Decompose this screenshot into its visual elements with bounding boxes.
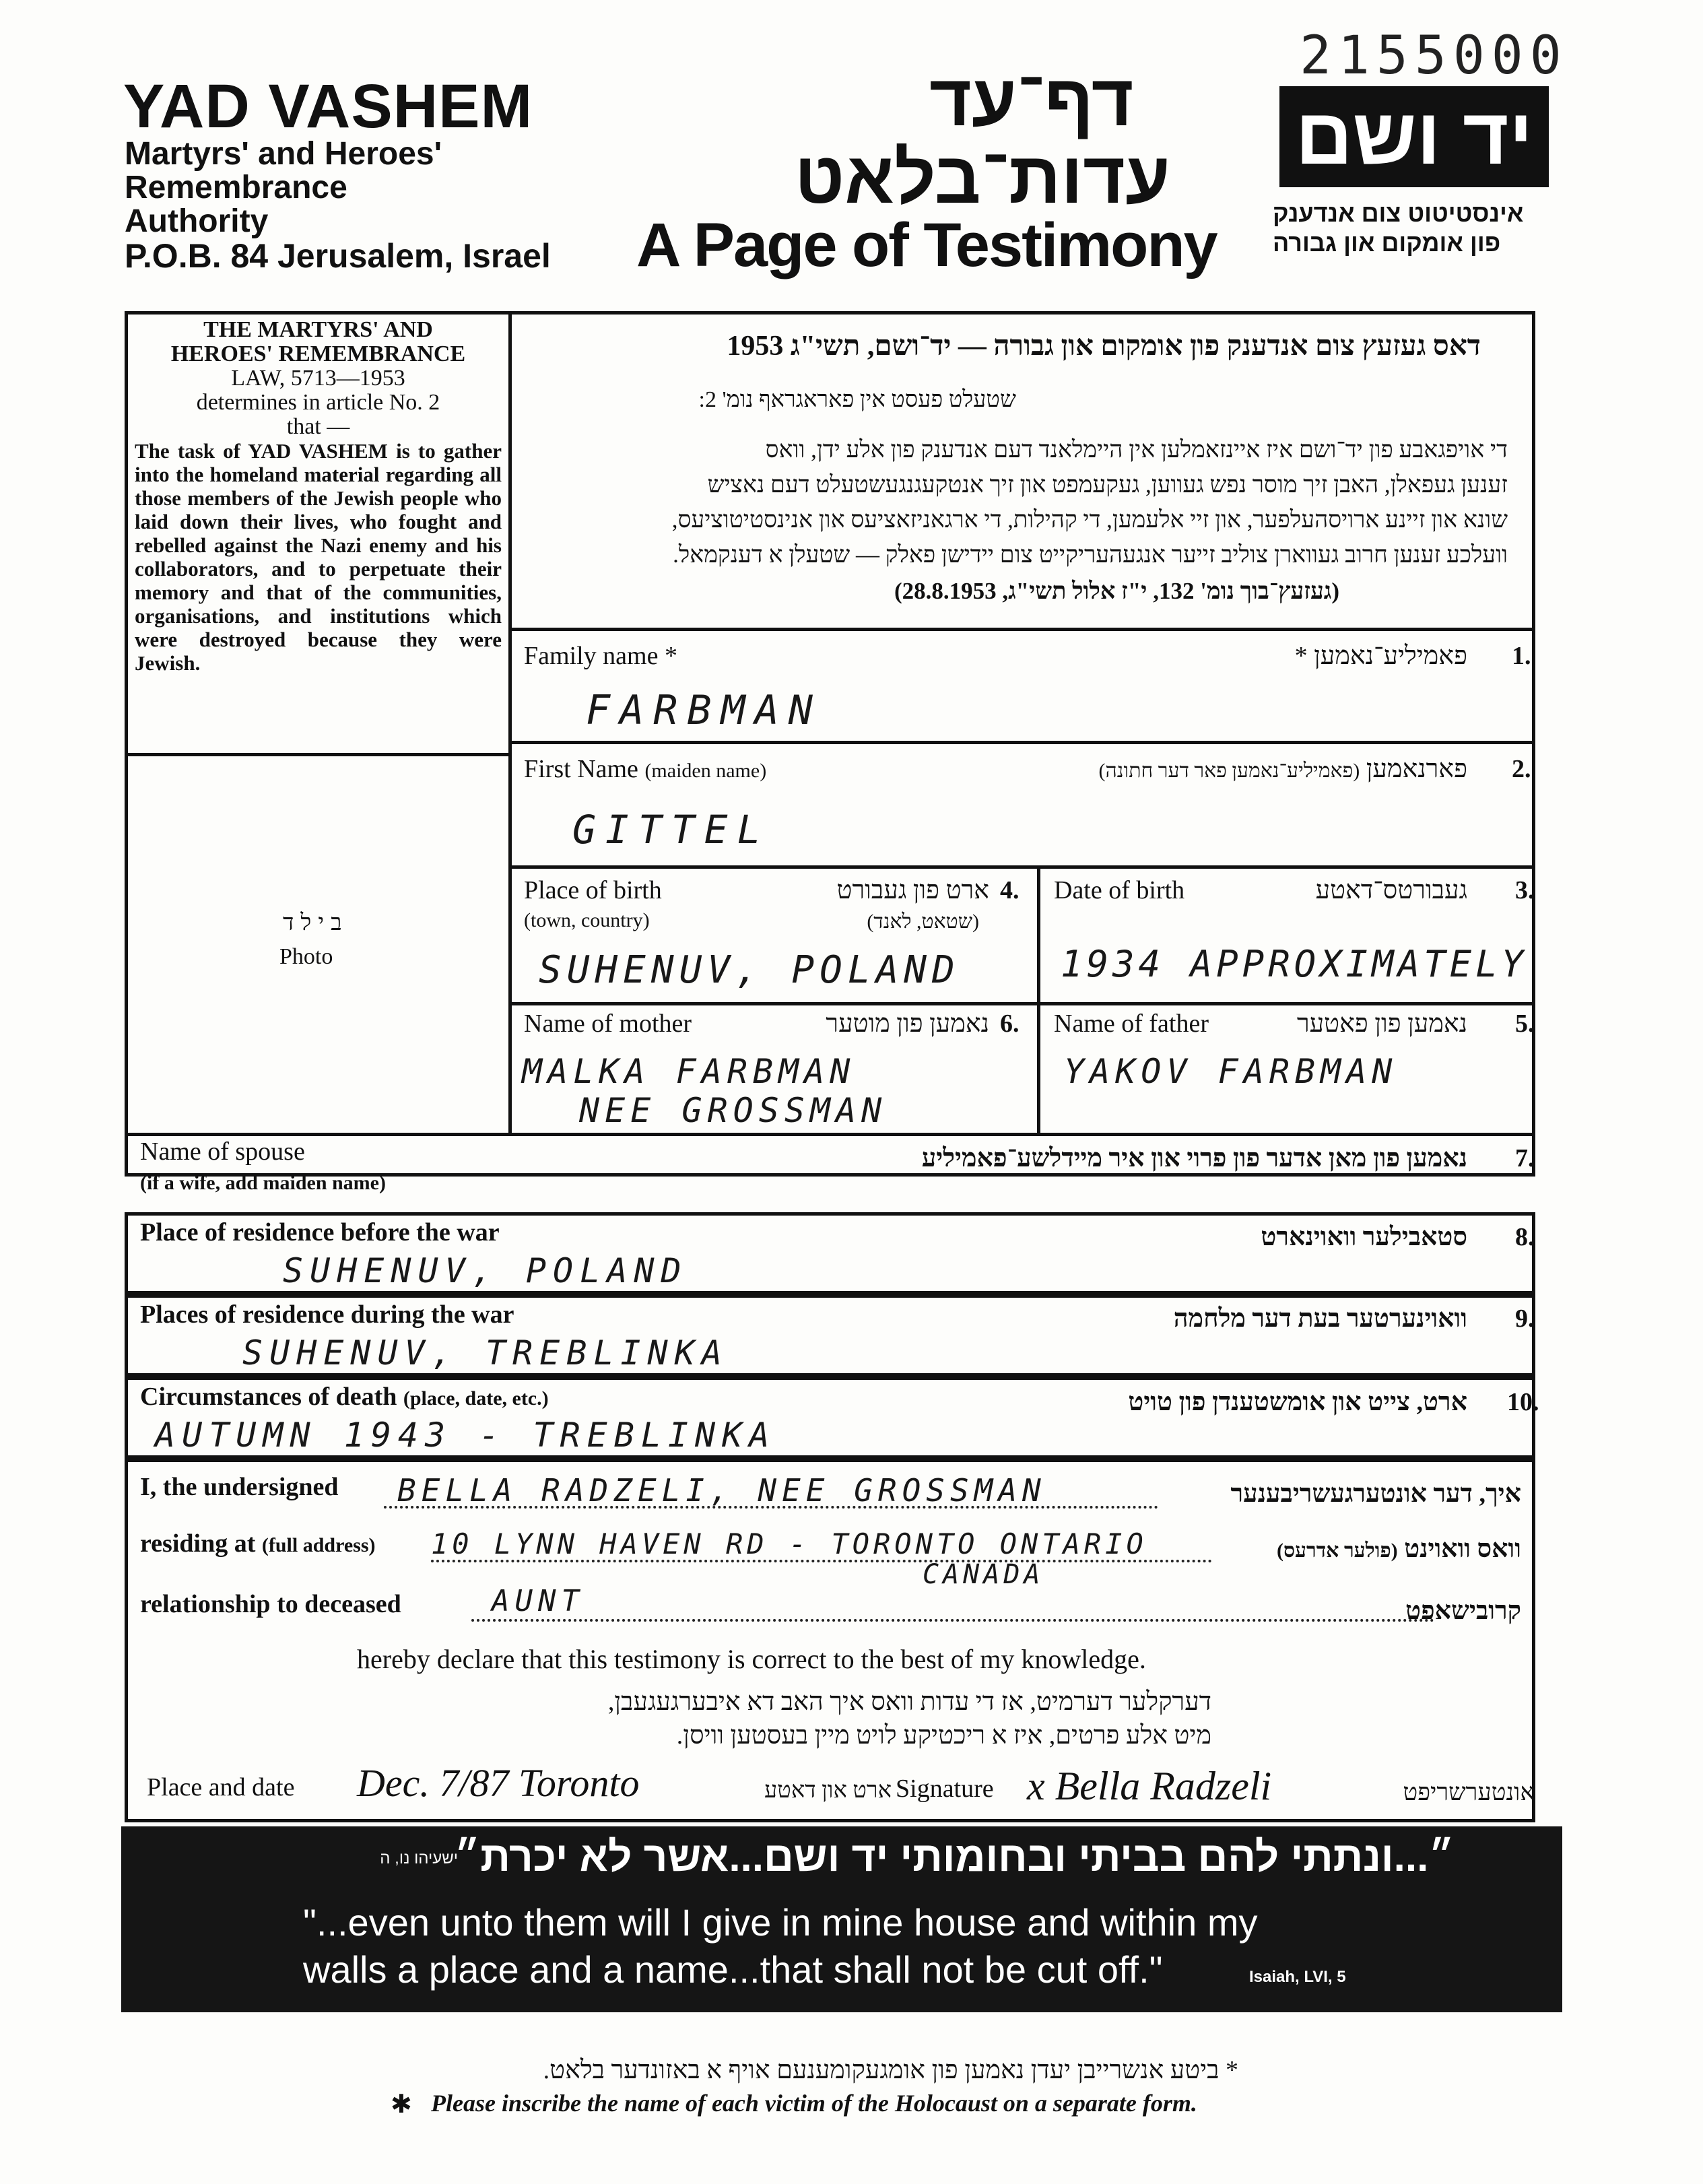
hebrew-title-line-2: עדות־בלאט xyxy=(795,137,1170,218)
declaration-box xyxy=(125,1459,1535,1822)
org-line-1: Martyrs' and Heroes' xyxy=(125,136,442,172)
law-heading-2: HEROES' REMEMBRANCE xyxy=(170,341,466,366)
law-box xyxy=(135,318,502,675)
mother-num: 6. xyxy=(1000,1010,1020,1038)
logo-subtitle-2: פון אומקום און גבורה xyxy=(1273,229,1501,257)
first-name-sub: (maiden name) xyxy=(644,760,767,782)
photo-hebrew: בילד xyxy=(283,911,349,935)
date-of-birth-num: 3. xyxy=(1515,876,1535,904)
undersigned-value[interactable]: BELLA RADZELI, NEE GROSSMAN xyxy=(397,1472,1046,1509)
org-line-2: Remembrance xyxy=(125,170,347,205)
first-name-label-text: First Name xyxy=(524,755,638,783)
family-name-value[interactable]: FARBMAN xyxy=(586,687,822,734)
page-title: A Page of Testimony xyxy=(636,211,1217,279)
spouse-heb: נאמען פון מאן אדער פון פרוי און איר מיידלשע־פאמיליע xyxy=(921,1144,1467,1172)
org-address: P.O.B. 84 Jerusalem, Israel xyxy=(125,237,551,275)
date-of-birth-label: Date of birth xyxy=(1054,876,1185,904)
place-of-birth-heb-sub: (שטאט, לאנד) xyxy=(867,911,979,933)
spouse-label: Name of spouse xyxy=(140,1137,305,1166)
residing-sub: (full address) xyxy=(261,1534,376,1556)
grid-line-2 xyxy=(508,741,1535,744)
family-name-num: 1. xyxy=(1512,642,1531,670)
residence-before-label: Place of residence before the war xyxy=(140,1218,500,1247)
logo-hebrew: יד ושם xyxy=(1295,92,1533,181)
first-name-heb-sub: (פאמיליע־נאמען פאר דער חתונה) xyxy=(1098,760,1360,782)
logo-subtitle-1: אינסטיטוט צום אנדענק xyxy=(1273,199,1524,227)
place-of-birth-value[interactable]: SUHENUV, POLAND xyxy=(539,948,960,992)
yiddish-law-line-1: דאס געזעץ צום אנדענק פון אומקום און גבורה — יד־ושם, תשי"ג 1953 xyxy=(727,331,1481,362)
father-num: 5. xyxy=(1515,1010,1535,1038)
death-num: 10. xyxy=(1507,1388,1539,1416)
yad-vashem-logo xyxy=(1279,86,1549,187)
law-line-5: that — xyxy=(286,414,350,439)
mother-label: Name of mother xyxy=(524,1010,692,1038)
photo-label: Photo xyxy=(279,944,333,969)
org-line-3: Authority xyxy=(125,203,269,239)
yiddish-law-line-4: זענען געפאלן, האבן זיך מוסר נפש געווען, געקעמפט און זיך אנטקעגנגעשטעלט דעם נאציש xyxy=(707,471,1508,498)
family-name-label: Family name * xyxy=(524,642,677,670)
declaration-heb-2: מיט אלע פרטים, איז א ריכטיקע לויט מיין בעסטען וויסן. xyxy=(676,1721,1211,1750)
quote-banner xyxy=(121,1826,1562,2012)
law-heading-3: LAW, 5713—1953 xyxy=(231,366,405,391)
mother-heb: נאמען פון מוטער xyxy=(826,1010,989,1038)
spouse-num: 7. xyxy=(1515,1144,1535,1172)
hebrew-title-line-1: דף־עד xyxy=(929,59,1134,141)
residing-heb xyxy=(1277,1534,1521,1564)
relationship-label: relationship to deceased xyxy=(140,1590,401,1618)
residence-during-heb: וואוינערטער בעת דער מלחמה xyxy=(1173,1304,1467,1333)
mother-value-2[interactable]: NEE GROSSMAN xyxy=(579,1091,888,1130)
death-label-text: Circumstances of death xyxy=(140,1383,397,1411)
signature-value[interactable]: x Bella Radzeli xyxy=(1027,1764,1272,1808)
undersigned-label: I, the undersigned xyxy=(140,1473,339,1501)
place-of-birth-heb: ארט פון געבורט xyxy=(836,876,989,904)
first-name-num: 2. xyxy=(1512,755,1531,783)
death-value[interactable]: AUTUMN 1943 - TREBLINKA xyxy=(155,1416,776,1455)
address-dotted-line xyxy=(431,1560,1212,1562)
first-name-heb xyxy=(1099,754,1467,784)
document-number: 2155000 xyxy=(1300,26,1568,86)
mother-value-1[interactable]: MALKA FARBMAN xyxy=(522,1052,856,1091)
grid-line-5 xyxy=(125,1133,1535,1136)
footnote-hebrew: * ביטע אנשרייבן יעדן נאמען פון אומגעקומענעם אויף א באזונדער בלאט. xyxy=(543,2056,1238,2084)
grid-line-3 xyxy=(508,865,1535,869)
death-sub: (place, date, etc.) xyxy=(403,1387,549,1410)
residence-before-heb: סטאבילער וואוינארט xyxy=(1261,1223,1467,1251)
declaration-heb-1: דערקלער דערמיט, אז די עדות וואס איך האב דא איבערגעגעבן, xyxy=(607,1688,1211,1716)
residence-during-label: Places of residence during the war xyxy=(140,1300,514,1329)
yiddish-law-line-5: שונא און זיינע ארויסהעלפער, און זיי אלעמען, די קהילות, די ארגאניזאציעס און אנינסטיטוציעס, xyxy=(671,506,1508,533)
spouse-sub: (if a wife, add maiden name) xyxy=(140,1172,386,1194)
banner-hebrew-ref: ישעיהו נו, ה xyxy=(380,1849,458,1867)
yiddish-law-line-6: וועלכע זענען חרוב געווארן צוליב זייער אנגעהעריקייט צום יידישן פאלק — שטעלן א דענקמאל. xyxy=(673,541,1508,568)
residence-during-num: 9. xyxy=(1515,1304,1535,1333)
declaration-statement: hereby declare that this testimony is correct to the best of my knowledge. xyxy=(357,1644,1146,1674)
law-heading-1: THE MARTYRS' AND xyxy=(203,317,433,342)
place-date-heb: ארט און דאטע xyxy=(764,1778,892,1803)
place-of-birth-label: Place of birth xyxy=(524,876,662,904)
place-date-value[interactable]: Dec. 7/87 Toronto xyxy=(357,1761,640,1805)
law-body: The task of YAD VASHEM is to gather into the homeland material regarding all those members of the Jewish people who laid down their lives, who fought and rebelled against the Nazi enemy and his collaborators, and to perpetuate their memory and that of the communities, organisations, and institutions which were destroyed because they were Jewish. xyxy=(135,439,502,675)
grid-mid-divider xyxy=(1037,865,1040,1136)
family-name-heb: פאמיליע־נאמען * xyxy=(1294,642,1467,670)
org-name: YAD VASHEM xyxy=(123,72,533,141)
father-heb: נאמען פון פאטער xyxy=(1296,1010,1467,1038)
death-heb: ארט, צייט און אומשטענדן פון טויט xyxy=(1128,1388,1467,1416)
banner-hebrew: ״...ונתתי להם בביתי ובחומותי יד ושם...אשר לא יכרת״ xyxy=(454,1834,1455,1880)
relationship-heb: קרובישאפט xyxy=(1405,1597,1521,1625)
first-name-value[interactable]: GITTEL xyxy=(572,807,770,853)
signature-label: Signature xyxy=(896,1775,994,1803)
relationship-value[interactable]: AUNT xyxy=(492,1584,585,1618)
date-of-birth-value[interactable]: 1934 APPROXIMATELY xyxy=(1061,943,1528,985)
grid-line-4 xyxy=(508,1002,1535,1005)
undersigned-dotted-line xyxy=(384,1506,1158,1509)
left-column-divider xyxy=(508,311,512,1136)
address-value[interactable]: 10 LYNN HAVEN RD - TORONTO ONTARIO xyxy=(431,1527,1147,1560)
place-of-birth-num: 4. xyxy=(1000,876,1020,904)
law-box-divider xyxy=(125,753,512,756)
banner-english-ref: Isaiah, LVI, 5 xyxy=(1249,1968,1346,1986)
place-of-birth-sub: (town, country) xyxy=(524,909,650,931)
place-date-label: Place and date xyxy=(147,1773,295,1801)
footnote-english: Please inscribe the name of each victim of the Holocaust on a separate form. xyxy=(431,2090,1197,2117)
yiddish-law-line-3: די אויפגאבע פון יד־ושם איז איינזאמלען אין היימלאנד דעם אנדענק פון אלע ידן, וואס xyxy=(765,436,1508,463)
residence-during-value[interactable]: SUHENUV, TREBLINKA xyxy=(242,1333,729,1372)
yiddish-law-line-2: שטעלט פעסט אין פאראגראף נומ' 2: xyxy=(698,387,1016,412)
grid-line-1 xyxy=(508,628,1535,631)
first-name-label xyxy=(524,754,766,784)
banner-english-1: "...even unto them will I give in mine house and within my xyxy=(303,1901,1258,1944)
residing-label xyxy=(140,1529,376,1558)
residing-heb-text: וואס וואוינט xyxy=(1404,1535,1521,1563)
yiddish-law-line-7: (געזעץ־בוך נומ' 132, י"ז אלול תשי"ג, 28.8.1953) xyxy=(894,578,1339,604)
first-name-heb-text: פארנאמען xyxy=(1366,755,1467,783)
death-label xyxy=(140,1382,549,1412)
law-line-4: determines in article No. 2 xyxy=(196,390,440,415)
residing-label-text: residing at xyxy=(140,1529,256,1558)
undersigned-heb: איך, דער אונטערגעשריבענער xyxy=(1230,1480,1521,1508)
date-of-birth-heb: געבורטס־דאטע xyxy=(1315,876,1467,904)
footnote-star-icon: ✱ xyxy=(391,2090,412,2119)
banner-english-2: walls a place and a name...that shall not be cut off." xyxy=(303,1948,1163,1991)
father-value[interactable]: YAKOV FARBMAN xyxy=(1064,1052,1398,1091)
residence-before-num: 8. xyxy=(1515,1223,1535,1251)
residence-before-value[interactable]: SUHENUV, POLAND xyxy=(283,1251,688,1290)
relationship-dotted-line xyxy=(471,1619,1434,1622)
residing-heb-sub: (פולער אדרעס) xyxy=(1276,1540,1398,1562)
father-label: Name of father xyxy=(1054,1010,1209,1038)
signature-heb: אונטערשריפט xyxy=(1403,1779,1535,1806)
address-value-2[interactable]: CANADA xyxy=(923,1559,1044,1590)
